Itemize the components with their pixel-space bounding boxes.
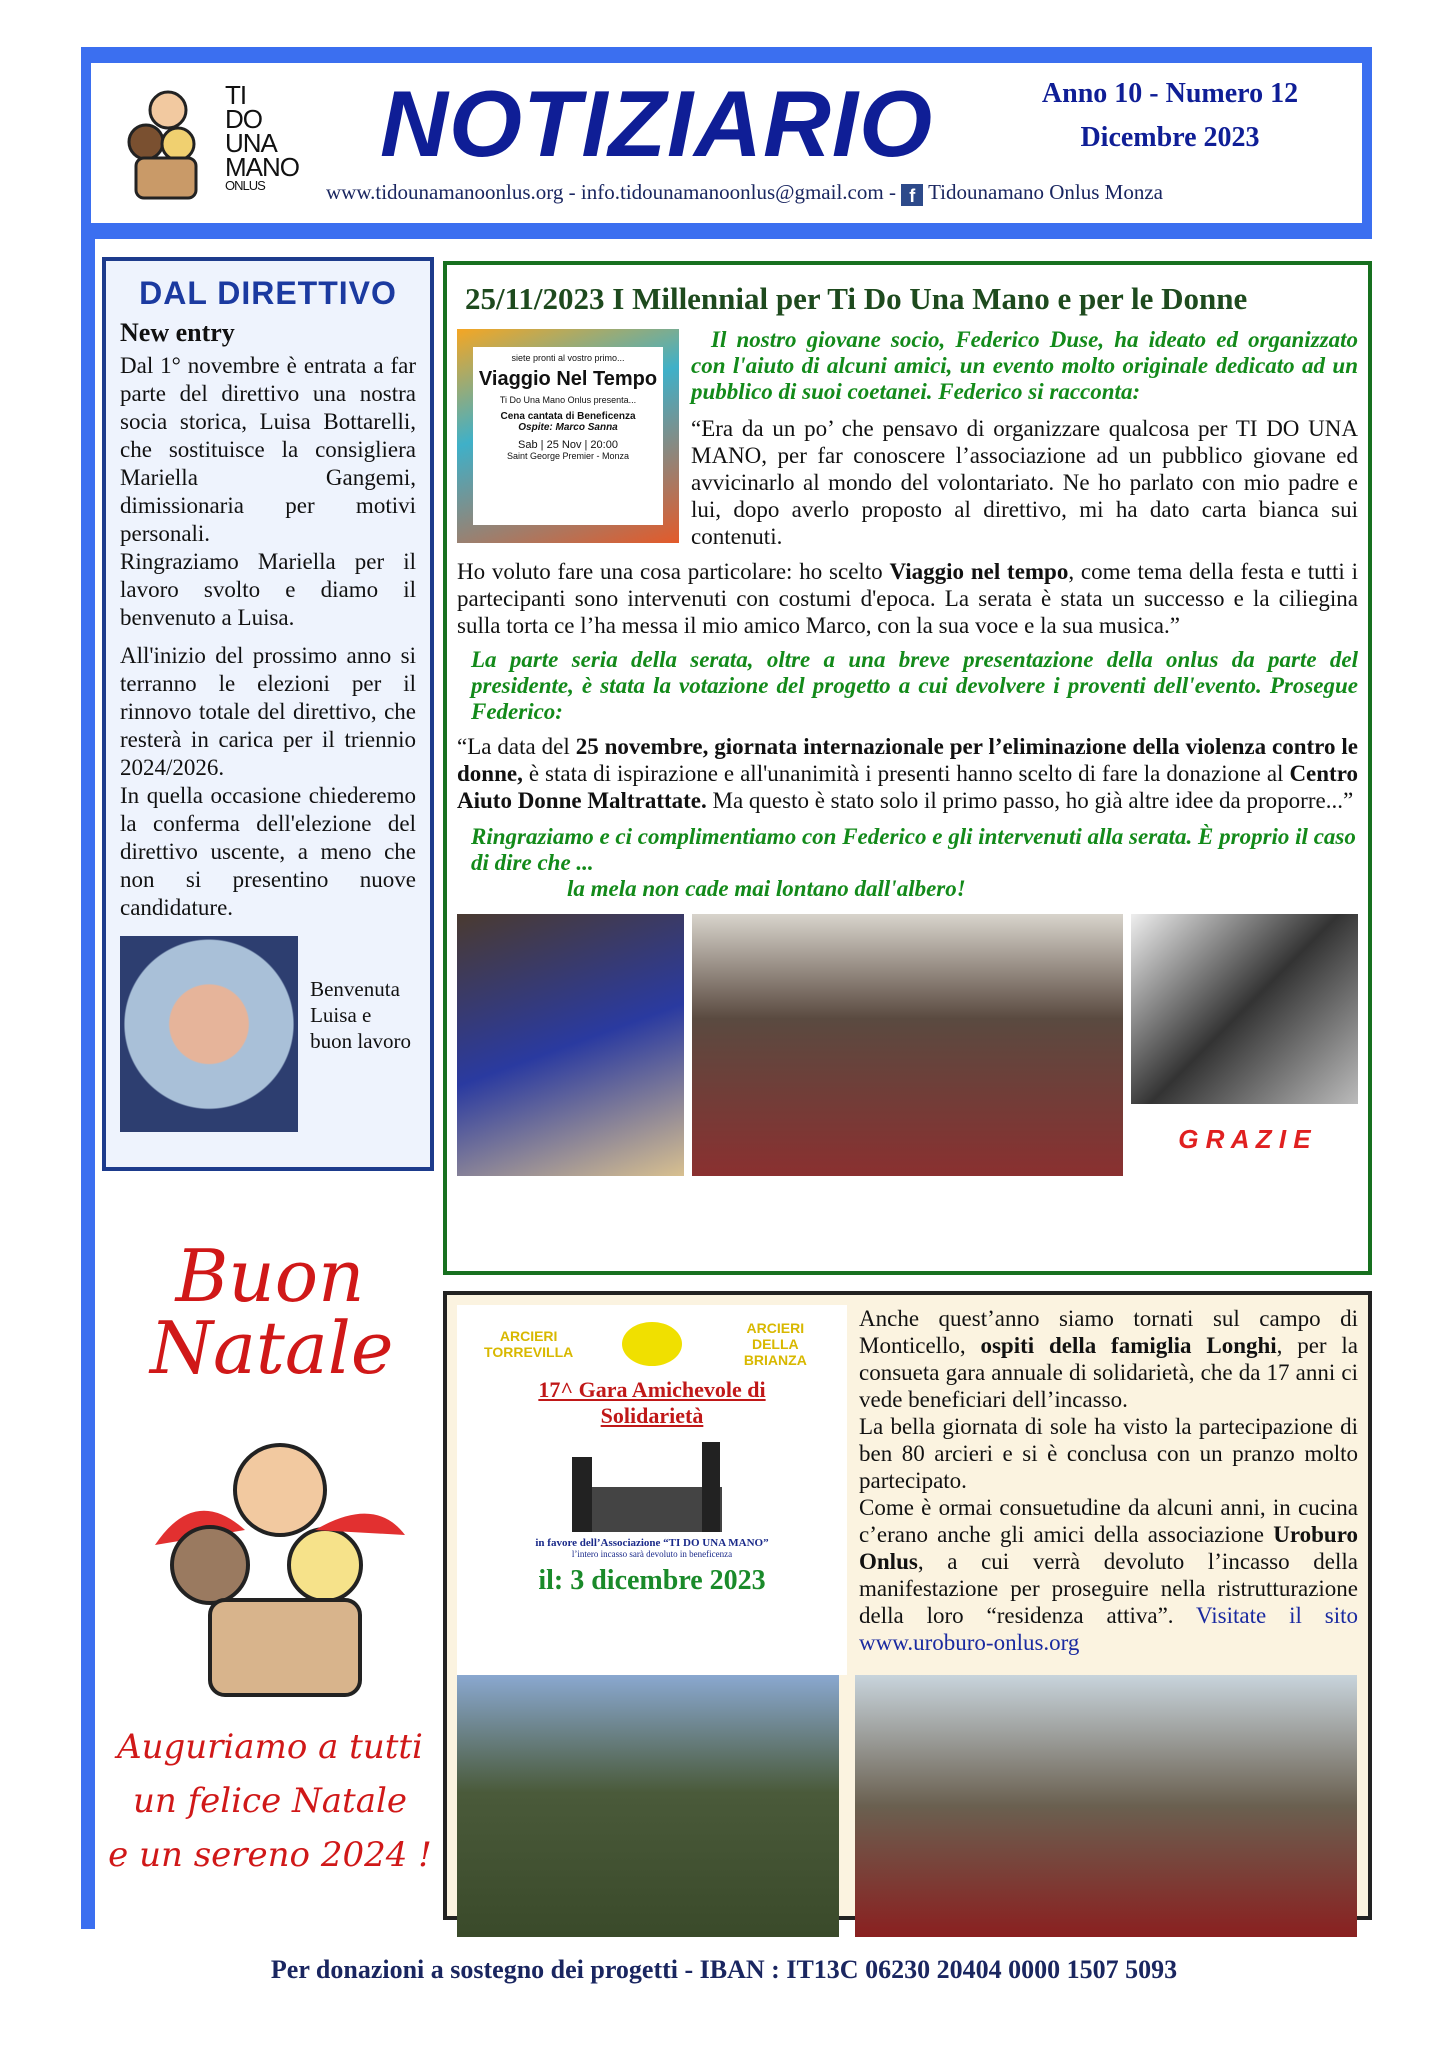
logo-line: UNA [225, 128, 277, 158]
logo-line: TI [225, 80, 247, 110]
natale-line: Buon [175, 1234, 365, 1318]
poster-text: Saint George Premier - Monza [506, 451, 630, 461]
direttivo-box [102, 257, 434, 1171]
cathedral-icon [552, 1437, 752, 1532]
article-title: 25/11/2023 I Millennial per Ti Do Una Mano e per le Donne [465, 281, 1248, 316]
separator: - [888, 180, 896, 204]
wish-line: un felice Natale [133, 1781, 407, 1821]
article-quote-1: “Era da un po’ che pensavo di organizzare qualcosa per TI DO UNA MANO, per far conoscere l’associazione ad un pubblico giovane ed avvicinarlo al mondo del volontariato. Ne ho parlato con mio padre e lui, dopo averlo proposto al direttivo, mi ha dato carta bianca sui contenuti. [691, 416, 1358, 549]
poster-title: Viaggio Nel Tempo [478, 368, 658, 390]
event-poster [457, 329, 679, 543]
logo-line: ONLUS [225, 178, 265, 193]
paragraph: All'inizio del prossimo anno si terranno le elezioni per il rinnovo totale del direttivo, che resterà in carica per il triennio 2024/2026. [120, 643, 416, 780]
email-link[interactable]: info.tidounamanoonlus@gmail.com [580, 180, 884, 204]
text: , a cui verrà devoluto l’incasso della manifestazione per proseguire nella ristrutturazione della loro “residenza attiva”. [859, 1549, 1358, 1628]
text: ospiti della famiglia Longhi [980, 1333, 1277, 1358]
gara-date: il: 3 dicembre 2023 [538, 1565, 766, 1596]
luisa-photo [120, 936, 298, 1132]
gara-p2: La bella giornata di sole ha visto la partecipazione di ben 80 arcieri e si è conclusa con un pranzo molto partecipato. [859, 1414, 1358, 1493]
text: Ma questo è stato solo il primo passo, ho già altre idee da proporre...” [706, 788, 1354, 813]
text: Viaggio nel tempo [889, 559, 1069, 584]
christmas-kids-icon [115, 1415, 425, 1705]
poster-text: siete pronti al vostro primo... [511, 353, 625, 363]
paragraph: Dal 1° novembre è entrata a far parte del direttivo una nostra socia storica, Luisa Bottarelli, che sostituisce la consigliera Mariella Gangemi, dimissionaria per motivi personali. [120, 353, 416, 546]
poster-text: Cena cantata di Beneficenza [500, 411, 636, 422]
logo-line: DO [225, 104, 262, 134]
separator: - [568, 180, 576, 204]
logo-line: MANO [225, 152, 299, 182]
poster-text: Ospite: Marco Sanna [518, 422, 618, 433]
poster-text: Ti Do Una Mano Onlus presenta... [499, 395, 637, 405]
gara-box [443, 1291, 1372, 1920]
text: Centro Aiuto Donne Maltrattate. [457, 761, 1358, 813]
text: Uroburo Onlus [859, 1522, 1358, 1574]
contacts [326, 180, 1163, 206]
text: , per la consueta gara annuale di solidarietà, che da 17 anni ci vede beneficiari dell’incasso. [859, 1333, 1358, 1412]
party-photo [457, 914, 684, 1176]
article-quote-2 [457, 558, 1358, 639]
wish-line: Auguriamo a tutti [117, 1727, 423, 1767]
paragraph: In quella occasione chiederemo la conferma dell'elezione del direttivo uscente, a meno che non si presentino nuove candidature. [120, 783, 416, 920]
direttivo-subtitle: New entry [120, 318, 235, 347]
article-quote-3 [457, 733, 1358, 814]
text: è stata di ispirazione e all'unanimità i presenti hanno scelto di fare la donazione al [522, 761, 1290, 786]
text: Anche quest’anno siamo tornati sul campo di Monticello, [859, 1306, 1358, 1358]
direttivo-title: DAL DIRETTIVO [139, 275, 397, 311]
poster-text: Sab | 25 Nov | 20:00 [518, 439, 618, 451]
facebook-icon: f [901, 184, 923, 206]
text: 25 novembre, giornata internazionale per l’eliminazione della violenza contro le donne, [457, 734, 1358, 786]
page-title: NOTIZIARIO [380, 71, 934, 176]
natale-line: Natale [150, 1306, 394, 1390]
issue-date: Dicembre 2023 [1080, 122, 1260, 153]
lunch-photo [855, 1675, 1357, 1937]
uroburo-link[interactable]: Visitate il sito www.uroburo-onlus.org [859, 1603, 1359, 1655]
gara-poster [457, 1305, 847, 1675]
buon-natale-title [150, 1234, 394, 1390]
article-millennial [443, 261, 1372, 1275]
footer-iban: Per donazioni a sostegno dei progetti - IBAN : IT13C 06230 20404 0000 1507 5093 [270, 1955, 1178, 1984]
article-mid: La parte seria della serata, oltre a una breve presentazione della onlus da parte del presidente, è stata la votazione del progetto a cui devolvere i proventi dell'evento. Prosegue Federico: [471, 647, 1358, 724]
text: “La data del [457, 734, 576, 759]
gara-favore: in favore dell’Associazione “TI DO UNA MANO” [535, 1537, 769, 1549]
text: Come è ormai consuetudine da alcuni anni, in cucina c’erano anche gli amici della associazione [859, 1495, 1358, 1547]
facebook-link[interactable]: Tidounamano Onlus Monza [928, 180, 1163, 204]
logo-text [225, 80, 299, 193]
page-border [81, 239, 95, 1929]
issue-number: Anno 10 - Numero 12 [1041, 78, 1299, 109]
logo-icon [108, 82, 228, 202]
tree-logo-icon [622, 1322, 682, 1366]
text: , come tema della festa e tutti i partecipanti sono intervenuti con costumi d'epoca. La serata è stata un successo e la ciliegina sulla torta ce l’ha messa il mio amico Marco, con la sua voce e la sua musica.” [457, 559, 1359, 638]
article-thanks-2: la mela non cade mai lontano dall'albero! [567, 876, 966, 901]
bw-photo [1131, 914, 1358, 1104]
grazie-text: G R A Z I E [1178, 1124, 1311, 1154]
wish-line: e un sereno 2024 ! [108, 1835, 432, 1875]
archery-field-photo [457, 1675, 839, 1937]
gara-incasso: l’intero incasso sarà devoluto in beneficenza [571, 1549, 733, 1559]
paragraph: Ringraziamo Mariella per il lavoro svolto e diamo il benvenuto a Luisa. [120, 549, 416, 630]
article-intro: Il nostro giovane socio, Federico Duse, ha ideato ed organizzato con l'aiuto di alcuni amici, un evento molto originale dedicato ad un pubblico di suoi coetanei. Federico si racconta: [691, 327, 1358, 404]
website-link[interactable]: www.tidounamanoonlus.org [326, 180, 564, 204]
dinner-photo [692, 914, 1123, 1176]
arcieri-torrevilla-logo: ARCIERI TORREVILLA [484, 1328, 574, 1360]
arcieri-brianza-logo: ARCIERI DELLA BRIANZA [743, 1320, 807, 1368]
photo-caption: Benvenuta Luisa e buon lavoro [310, 977, 412, 1053]
gara-title: 17^ Gara Amichevole di Solidarietà [538, 1377, 766, 1428]
text: Ho voluto fare una cosa particolare: ho scelto [457, 559, 890, 584]
christmas-wish [105, 1720, 435, 1882]
article-thanks: Ringraziamo e ci complimentiamo con Federico e gli intervenuti alla serata. È proprio il caso di dire che ... [471, 824, 1356, 875]
